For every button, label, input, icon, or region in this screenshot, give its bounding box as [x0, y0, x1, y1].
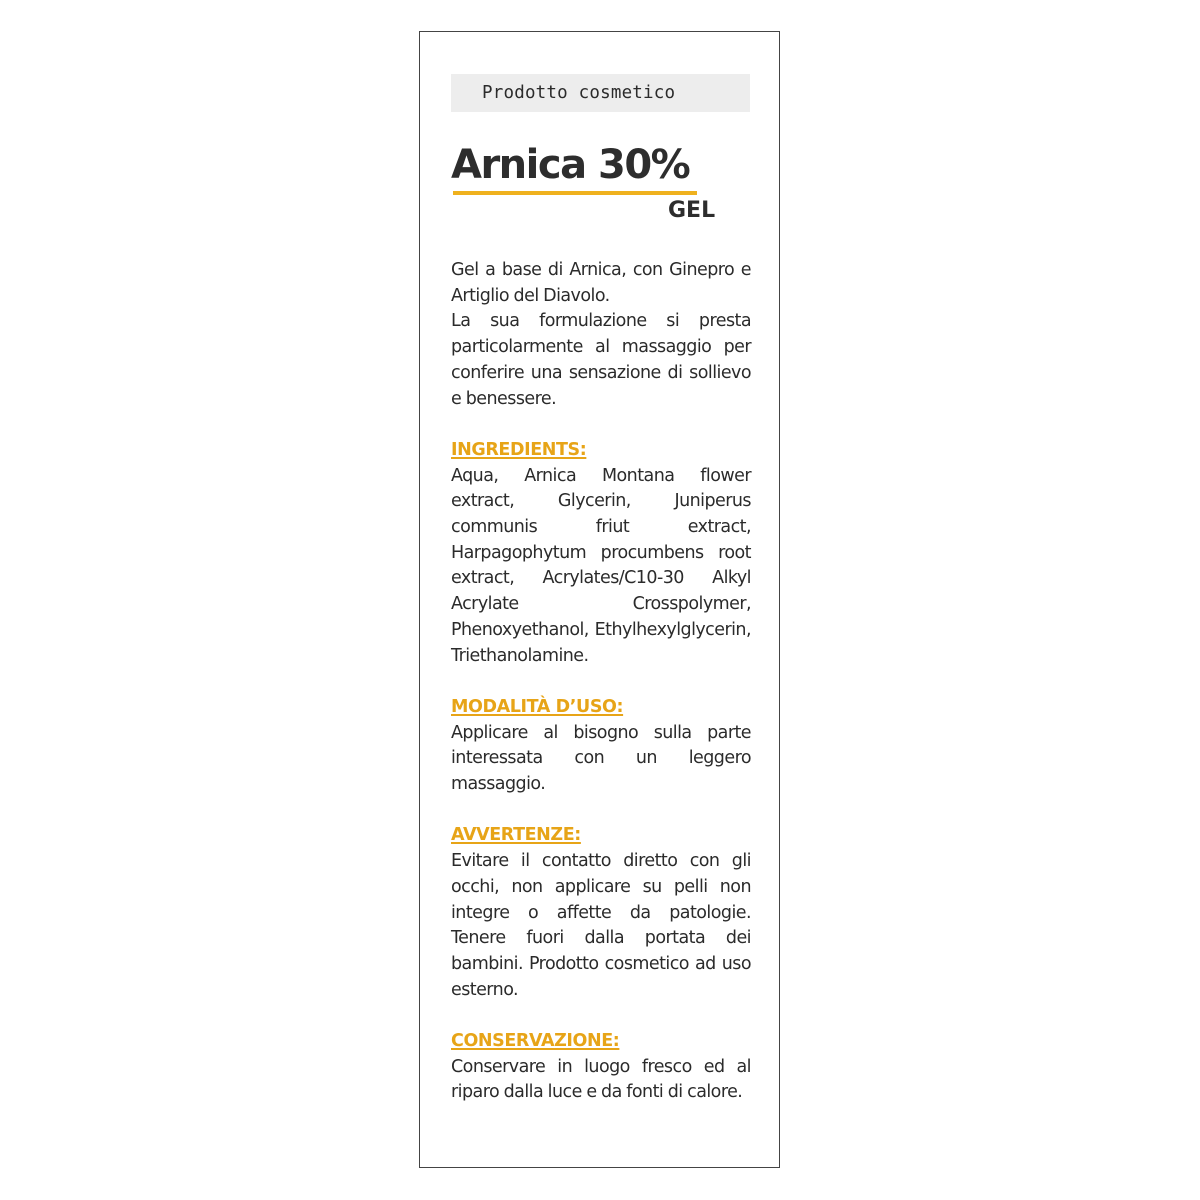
label-content [451, 258, 751, 1106]
product-brand [451, 140, 716, 230]
storage-section [451, 1029, 751, 1106]
ingredients-section [451, 438, 751, 669]
storage-text: Conservare in luogo fresco ed al riparo dalla luce e da fonti di calore. [451, 1056, 751, 1103]
product-name: Arnica 30% [451, 142, 690, 188]
brand-underline [453, 191, 697, 195]
warnings-text: Evitare il contatto diretto con gli occhi, non applicare su pelli non integre o affette da patologie. Tenere fuori dalla portata dei bambini. Prodotto cosmetico ad uso esterno. [451, 851, 751, 1000]
intro-paragraph-2: La sua formulazione si presta particolarmente al massaggio per conferire una sensazione di sollievo e benessere. [451, 311, 751, 409]
product-label [419, 31, 780, 1168]
usage-text: Applicare al bisogno sulla parte interessata con un leggero massaggio. [451, 722, 751, 795]
storage-heading: CONSERVAZIONE: [451, 1031, 620, 1052]
ingredients-heading: INGREDIENTS: [451, 439, 587, 460]
usage-heading: MODALITÀ D’USO: [451, 696, 624, 717]
intro-paragraph-1: Gel a base di Arnica, con Ginepro e Artiglio del Diavolo. [451, 260, 751, 306]
warnings-heading: AVVERTENZE: [451, 825, 581, 846]
warnings-section [451, 823, 751, 1003]
product-category: Prodotto cosmetico [451, 74, 750, 112]
ingredients-text: Aqua, Arnica Montana flower extract, Glycerin, Juniperus communis friut extract, Harpagophytum procumbens root extract, Acrylates/C10-30 Alkyl Acrylate Crosspolymer, Phenoxyethanol, Ethylhexylglycerin, Triethanolamine. [451, 465, 751, 666]
usage-section [451, 695, 751, 798]
product-format: GEL [668, 198, 716, 223]
